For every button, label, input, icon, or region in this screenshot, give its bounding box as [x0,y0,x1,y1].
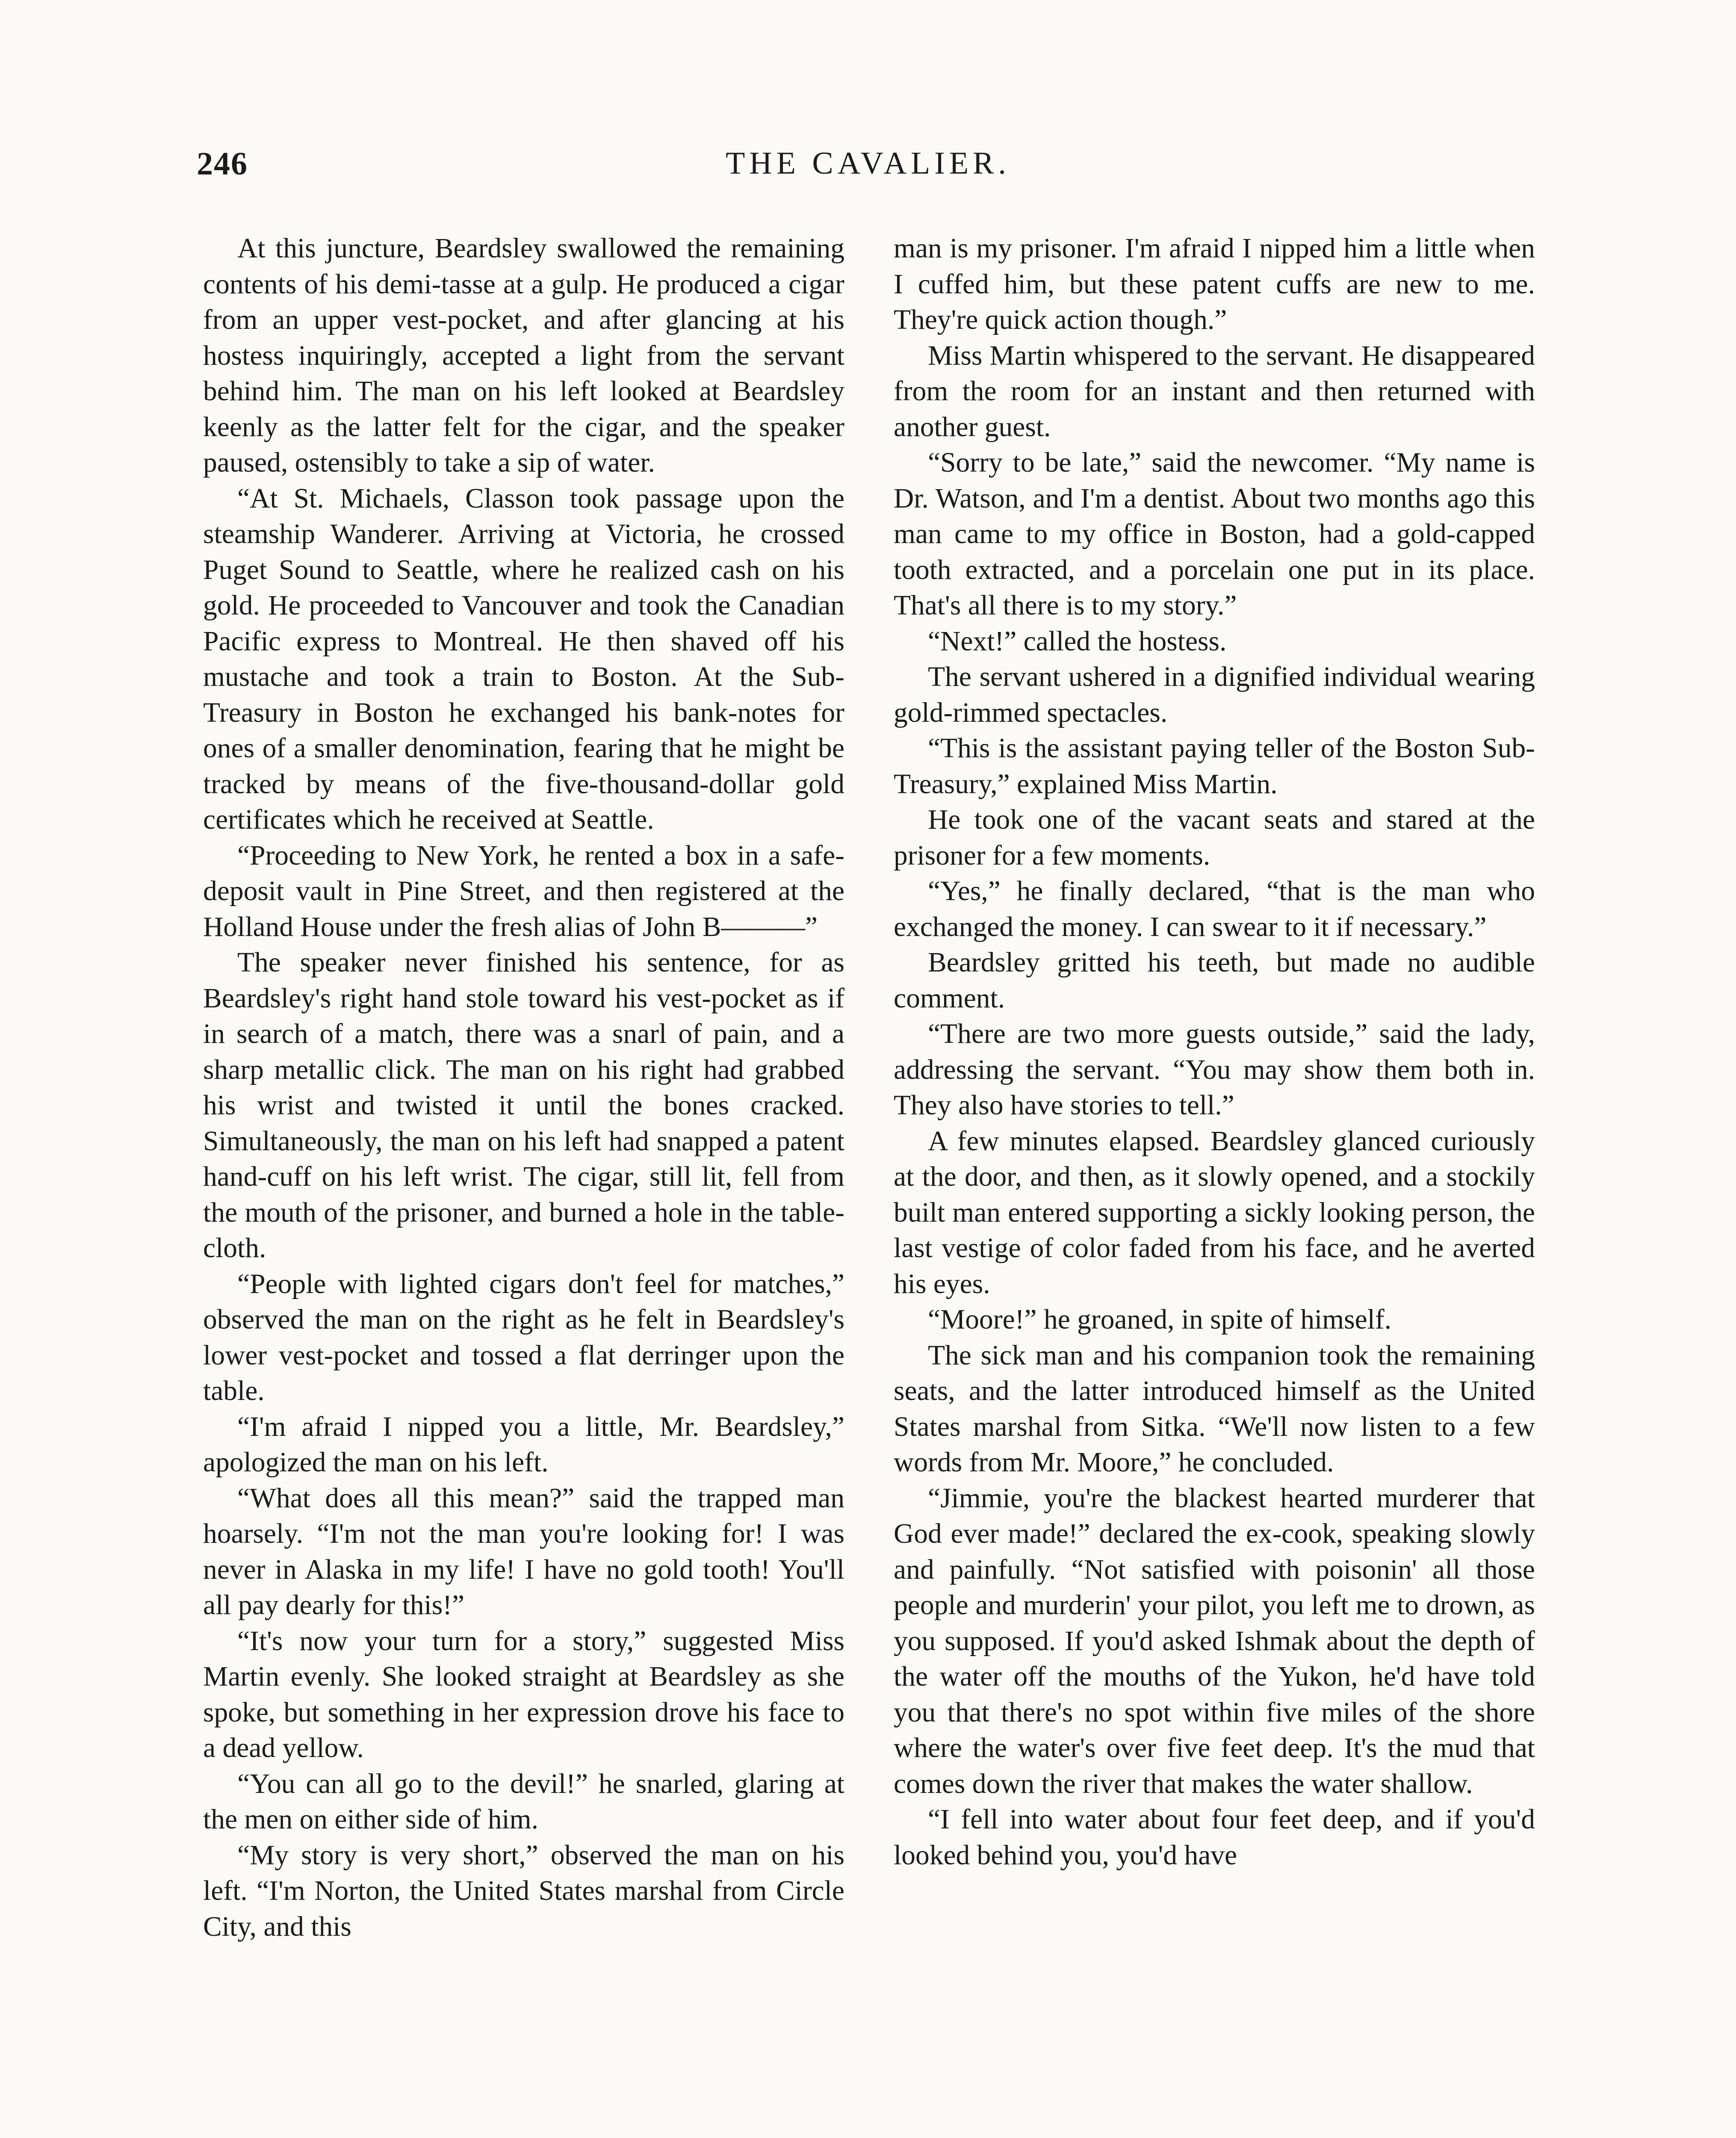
paragraph-continuation: man is my prisoner. I'm afraid I nipped him a little when I cuffed him, but these patent cuffs are new to me. They're quick action though.” [894,233,1535,335]
right-column [894,231,1535,1873]
paragraph: “Proceeding to New York, he rented a box in a safe-deposit vault in Pine Street, and then registered at the Holland House under the fresh alias of John B———” [203,840,844,942]
running-title: THE CAVALIER. [726,146,1010,181]
paragraph: “You can all go to the devil!” he snarled, glaring at the men on either side of him. [203,1768,844,1835]
paragraph: “I'm afraid I nipped you a little, Mr. Beardsley,” apologized the man on his left. [203,1411,844,1478]
paragraph: “Jimmie, you're the blackest hearted murderer that God ever made!” declared the ex-cook, speaking slowly and painfully. “Not satisfied with poisonin' all those people and murderin' your pilot, you left me to drown, as you supposed. If you'd asked Ishmak about the depth of the water off the mouths of the Yukon, he'd have told you that there's no spot within five miles of the shore where the water's over five feet deep. It's the mud that comes down the river that makes the water shallow. [894,1482,1535,1799]
paragraph: At this juncture, Beardsley swallowed the remaining contents of his demi-tasse at a gulp. He produced a cigar from an upper vest-pocket, and after glancing at his hostess inquiringly, accepted a light from the servant behind him. The man on his left looked at Beardsley keenly as the latter felt for the cigar, and the speaker paused, ostensibly to take a sip of water. [203,233,844,478]
paragraph: “It's now your turn for a story,” suggested Miss Martin evenly. She looked straight at Beardsley as she spoke, but something in her expression drove his face to a dead yellow. [203,1625,844,1763]
paragraph: The sick man and his companion took the remaining seats, and the latter introduced himself as the United States marshal from Sitka. “We'll now listen to a few words from Mr. Moore,” he concluded. [894,1340,1535,1478]
paragraph: “What does all this mean?” said the trapped man hoarsely. “I'm not the man you're looking for! I was never in Alaska in my life! I have no gold tooth! You'll all pay dearly for this!” [203,1482,844,1621]
paragraph: Miss Martin whispered to the servant. He disappeared from the room for an instant and then returned with another guest. [894,340,1535,443]
page-header [197,145,1539,192]
paragraph: “My story is very short,” observed the man on his left. “I'm Norton, the United States marshal from Circle City, and this [203,1840,844,1942]
paragraph: “People with lighted cigars don't feel for matches,” observed the man on the right as he felt in Beardsley's lower vest-pocket and tossed a flat derringer upon the table. [203,1268,844,1406]
paragraph: He took one of the vacant seats and stared at the prisoner for a few moments. [894,804,1535,871]
paragraph: The servant ushered in a dignified individual wearing gold-rimmed spectacles. [894,661,1535,728]
paragraph: “I fell into water about four feet deep, and if you'd looked behind you, you'd have [894,1804,1535,1871]
left-column [203,231,844,1945]
paragraph: “Moore!” he groaned, in spite of himself. [928,1304,1392,1335]
paragraph: “Next!” called the hostess. [928,626,1227,657]
paragraph: “There are two more guests outside,” said the lady, addressing the servant. “You may show them both in. They also have stories to tell.” [894,1019,1535,1121]
paragraph: “Yes,” he finally declared, “that is the man who exchanged the money. I can swear to it if necessary.” [894,876,1535,942]
paragraph: The speaker never finished his sentence, for as Beardsley's right hand stole toward his vest-pocket as if in search of a match, there was a snarl of pain, and a sharp metallic click. The man on his right had grabbed his wrist and twisted it until the bones cracked. Simultaneously, the man on his left had snapped a patent hand-cuff on his left wrist. The cigar, still lit, fell from the mouth of the prisoner, and burned a hole in the table-cloth. [203,947,844,1264]
paragraph: “Sorry to be late,” said the newcomer. “My name is Dr. Watson, and I'm a dentist. About two months ago this man came to my office in Boston, had a gold-capped tooth extracted, and a porcelain one put in its place. That's all there is to my story.” [894,447,1535,621]
page-number: 246 [197,146,248,182]
paragraph: A few minutes elapsed. Beardsley glanced curiously at the door, and then, as it slowly opened, and a stockily built man entered supporting a sickly looking person, the last vestige of color faded from his face, and he averted his eyes. [894,1125,1535,1299]
paragraph: Beardsley gritted his teeth, but made no audible comment. [894,947,1535,1014]
paragraph: “This is the assistant paying teller of the Boston Sub-Treasury,” explained Miss Martin. [894,733,1535,800]
paragraph: “At St. Michaels, Classon took passage upon the steamship Wanderer. Arriving at Victoria, he crossed Puget Sound to Seattle, where he realized cash on his gold. He proceeded to Vancouver and took the Canadian Pacific express to Montreal. He then shaved off his mustache and took a train to Boston. At the Sub-Treasury in Boston he exchanged his bank-notes for ones of a smaller denomination, fearing that he might be tracked by means of the five-thousand-dollar gold certificates which he received at Seattle. [203,483,844,835]
